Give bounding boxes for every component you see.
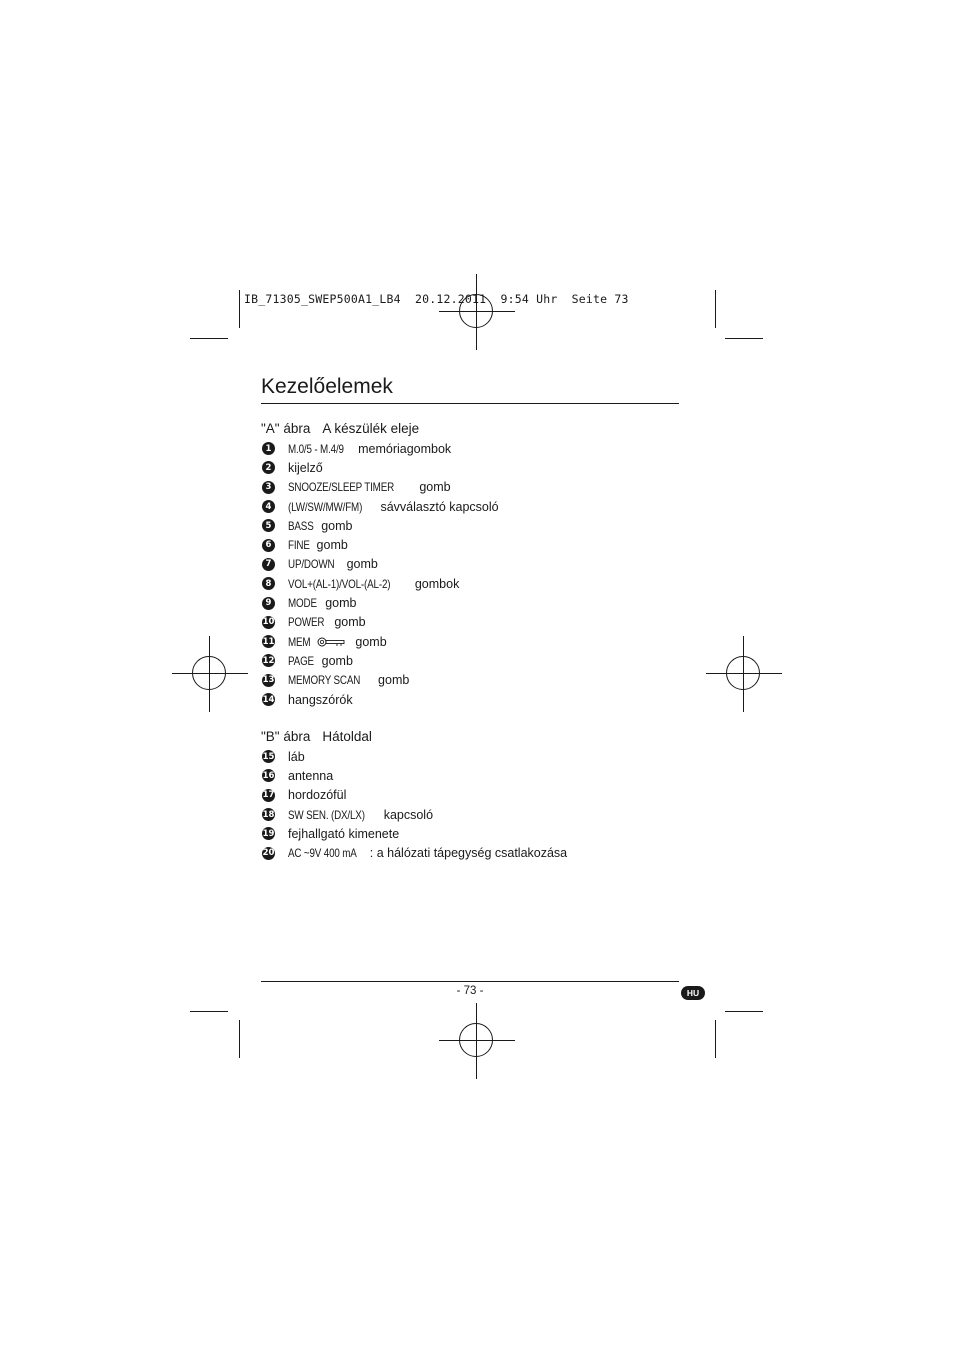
- control-name: PAGE: [288, 653, 314, 668]
- item-number-badge: 19: [262, 828, 275, 839]
- page-title: Kezelőelemek: [261, 375, 393, 398]
- item-number-badge: 10: [262, 617, 275, 628]
- section-a-subtitle: A készülék eleje: [322, 421, 420, 436]
- section-b-heading: [261, 729, 372, 744]
- crop-mark: [725, 1011, 763, 1012]
- control-name: UP/DOWN: [288, 557, 335, 572]
- list-item: [262, 747, 567, 766]
- language-badge: HU: [681, 986, 705, 1000]
- control-name: SNOOZE/SLEEP TIMER: [288, 480, 395, 495]
- list-item: [262, 651, 499, 670]
- list-item: [262, 458, 499, 477]
- crop-mark: [725, 338, 763, 339]
- registration-mark: [439, 1003, 515, 1079]
- item-number-badge: 5: [262, 519, 275, 532]
- control-description: hangszórók: [288, 692, 353, 707]
- control-name: (LW/SW/MW/FM): [288, 499, 363, 514]
- item-number-badge: 13: [262, 675, 275, 686]
- list-item: [262, 478, 499, 497]
- control-name: BASS: [288, 518, 314, 533]
- key-icon: [317, 637, 345, 647]
- print-header: IB_71305_SWEP500A1_LB4 20.12.2011 9:54 Uhr Seite 73: [244, 292, 629, 306]
- crop-mark: [715, 1020, 716, 1058]
- item-number-badge: 14: [262, 694, 275, 705]
- control-name: M.0/5 - M.4/9: [288, 441, 344, 456]
- item-number-badge: 16: [262, 770, 275, 781]
- control-description: gomb: [334, 615, 366, 630]
- list-item: [262, 613, 499, 632]
- item-number-badge: 4: [262, 500, 275, 513]
- section-a-heading: [261, 421, 419, 436]
- item-number-badge: 9: [262, 597, 275, 610]
- control-description: gomb: [316, 538, 348, 553]
- item-number-badge: 12: [262, 655, 275, 666]
- crop-mark: [190, 1011, 228, 1012]
- title-divider: [261, 403, 679, 404]
- item-number-badge: 20: [262, 848, 275, 859]
- item-number-badge: 1: [262, 442, 275, 455]
- control-description: antenna: [288, 768, 334, 783]
- control-name: MEMORY SCAN: [288, 673, 361, 688]
- list-item: [262, 805, 567, 824]
- control-description: gomb: [346, 557, 378, 572]
- control-description: : a hálózati tápegység csatlakozása: [369, 846, 568, 861]
- section-b-subtitle: Hátoldal: [322, 729, 372, 744]
- control-description: láb: [288, 749, 305, 764]
- control-description: hordozófül: [288, 788, 347, 803]
- control-description: sávválasztó kapcsoló: [380, 499, 499, 514]
- control-description: gomb: [321, 518, 353, 533]
- list-item: [262, 690, 499, 709]
- item-number-badge: 18: [262, 809, 275, 820]
- item-number-badge: 8: [262, 577, 275, 590]
- item-number-badge: 15: [262, 751, 275, 762]
- list-item: [262, 824, 567, 843]
- control-description: gomb: [378, 673, 410, 688]
- control-name: FINE: [288, 538, 310, 553]
- list-item: [262, 535, 499, 554]
- control-name: SW SEN. (DX/LX): [288, 807, 365, 822]
- item-number-badge: 7: [262, 558, 275, 571]
- page-number: - 73 -: [456, 985, 484, 997]
- control-description: gomb: [321, 653, 353, 668]
- list-item: [262, 843, 567, 862]
- crop-mark: [239, 290, 240, 328]
- crop-mark: [190, 338, 228, 339]
- list-item: [262, 555, 499, 574]
- crop-mark: [239, 1020, 240, 1058]
- crop-mark: [715, 290, 716, 328]
- control-name: VOL+(AL-1)/VOL-(AL-2): [288, 576, 391, 591]
- section-a-list: [262, 439, 499, 709]
- control-description: fejhallgató kimenete: [288, 826, 400, 841]
- section-b-list: [262, 747, 567, 863]
- section-b-label: "B" ábra: [261, 729, 311, 744]
- list-item: [262, 516, 499, 535]
- list-item: [262, 593, 499, 612]
- item-number-badge: 3: [262, 481, 275, 494]
- list-item: [262, 574, 499, 593]
- control-description: gomb: [355, 634, 387, 649]
- list-item: [262, 786, 567, 805]
- control-name: POWER: [288, 615, 325, 630]
- control-description: gomb: [325, 596, 357, 611]
- control-description: gomb: [419, 480, 451, 495]
- item-number-badge: 6: [262, 539, 275, 552]
- control-name: AC ~9V 400 mA: [288, 846, 357, 861]
- item-number-badge: 2: [262, 461, 275, 474]
- registration-mark: [706, 636, 782, 712]
- list-item: [262, 632, 499, 651]
- control-description: kijelző: [288, 460, 323, 475]
- section-a-label: "A" ábra: [261, 421, 311, 436]
- list-item: [262, 497, 499, 516]
- list-item: [262, 439, 499, 458]
- list-item: [262, 766, 567, 785]
- item-number-badge: 17: [262, 790, 275, 801]
- item-number-badge: 11: [262, 636, 275, 647]
- registration-mark: [172, 636, 248, 712]
- control-name: MEM: [288, 634, 311, 649]
- list-item: [262, 671, 499, 690]
- control-description: gombok: [414, 576, 460, 591]
- control-description: memóriagombok: [358, 441, 452, 456]
- registration-mark: [439, 274, 515, 350]
- control-description: kapcsoló: [383, 807, 434, 822]
- footer-divider: [261, 981, 679, 982]
- control-name: MODE: [288, 596, 317, 611]
